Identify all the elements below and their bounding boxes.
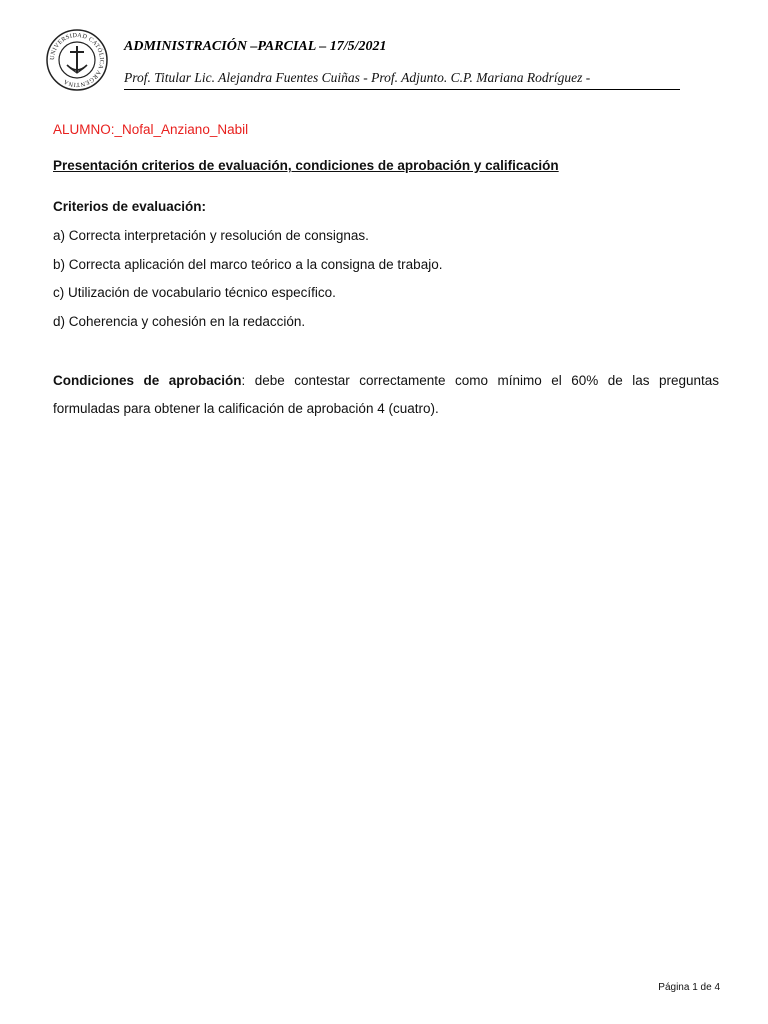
exam-title: ADMINISTRACIÓN –PARCIAL – 17/5/2021 [124, 39, 387, 54]
approval-conditions [53, 367, 719, 423]
student-name: ALUMNO:_Nofal_Anziano_Nabil [53, 122, 249, 137]
approval-conditions-label: Condiciones de aprobación [53, 373, 242, 388]
criteria-heading: Criterios de evaluación: [53, 199, 207, 214]
header-divider [124, 89, 680, 90]
criteria-item-d: d) Coherencia y cohesión en la redacción. [53, 314, 306, 330]
criteria-item-b: b) Correcta aplicación del marco teórico a la consigna de trabajo. [53, 256, 443, 272]
criteria-item-a: a) Correcta interpretación y resolución de consignas. [53, 228, 369, 243]
approval-conditions-text: : debe contestar correctamente como mínimo el 60% de las preguntas formuladas para obtener la calificación de aprobación 4 (cuatro). [53, 373, 719, 416]
professors-line: Prof. Titular Lic. Alejandra Fuentes Cuiñas - Prof. Adjunto. C.P. Mariana Rodríguez - [124, 70, 591, 85]
seal-text: UNIVERSIDAD CATÓLICA ARGENTINA [48, 31, 106, 89]
university-seal-icon [46, 29, 108, 91]
page-indicator: Página 1 de 4 [658, 982, 720, 993]
criteria-item-c: c) Utilización de vocabulario técnico específico. [53, 285, 336, 301]
criteria-list [53, 228, 442, 343]
section-title: Presentación criterios de evaluación, condiciones de aprobación y calificación [53, 158, 559, 173]
